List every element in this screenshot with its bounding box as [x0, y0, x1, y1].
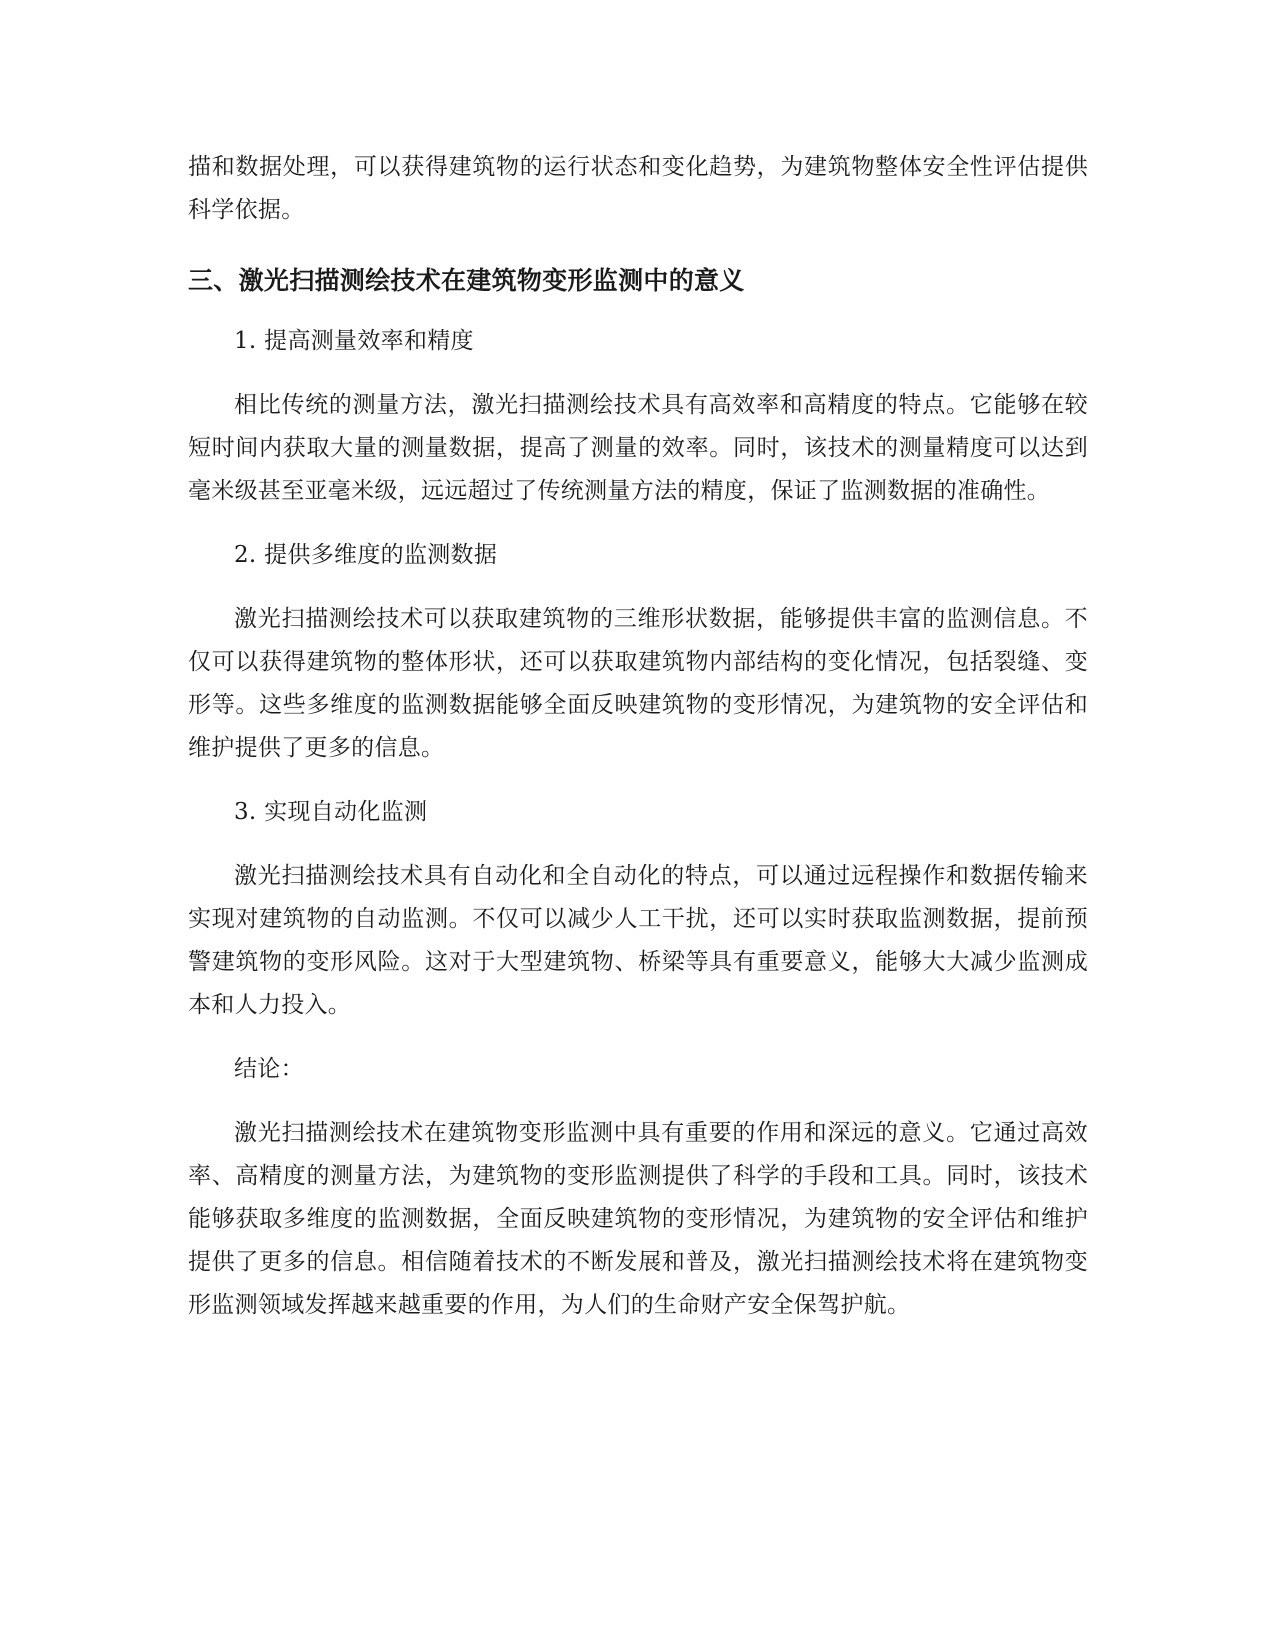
conclusion-label: 结论：: [234, 1056, 304, 1082]
conclusion-body: 激光扫描测绘技术在建筑物变形监测中具有重要的作用和深远的意义。它通过高效率、高精度的测量方法，为建筑物的变形监测提供了科学的手段和工具。同时，该技术能够获取多维度的监测数据，全面反映建筑物的变形情况，为建筑物的安全评估和维护提供了更多的信息。相信随着技术的不断发展和普及，激光扫描测绘技术将在建筑物变形监测领域发挥越来越重要的作用，为人们的生命财产安全保驾护航。: [188, 1120, 1088, 1318]
document-content: [188, 146, 1088, 1327]
item-body-1: 相比传统的测量方法，激光扫描测绘技术具有高效率和高精度的特点。它能够在较短时间内获取大量的测量数据，提高了测量的效率。同时，该技术的测量精度可以达到毫米级甚至亚毫米级，远远超过了传统测量方法的精度，保证了监测数据的准确性。: [188, 392, 1088, 504]
item-body-2: 激光扫描测绘技术可以获取建筑物的三维形状数据，能够提供丰富的监测信息。不仅可以获得建筑物的整体形状，还可以获取建筑物内部结构的变化情况，包括裂缝、变形等。这些多维度的监测数据能够全面反映建筑物的变形情况，为建筑物的安全评估和维护提供了更多的信息。: [188, 606, 1088, 761]
item-title-1: 1. 提高测量效率和精度: [234, 328, 474, 354]
item-body-3: 激光扫描测绘技术具有自动化和全自动化的特点，可以通过远程操作和数据传输来实现对建筑物的自动监测。不仅可以减少人工干扰，还可以实时获取监测数据，提前预警建筑物的变形风险。这对于大型建筑物、桥梁等具有重要意义，能够大大减少监测成本和人力投入。: [188, 863, 1088, 1018]
section-heading: 三、激光扫描测绘技术在建筑物变形监测中的意义: [188, 266, 745, 295]
intro-continuation-paragraph: 描和数据处理，可以获得建筑物的运行状态和变化趋势，为建筑物整体安全性评估提供科学依据。: [188, 154, 1088, 223]
item-title-3: 3. 实现自动化监测: [234, 799, 428, 825]
item-title-2: 2. 提供多维度的监测数据: [234, 542, 498, 568]
